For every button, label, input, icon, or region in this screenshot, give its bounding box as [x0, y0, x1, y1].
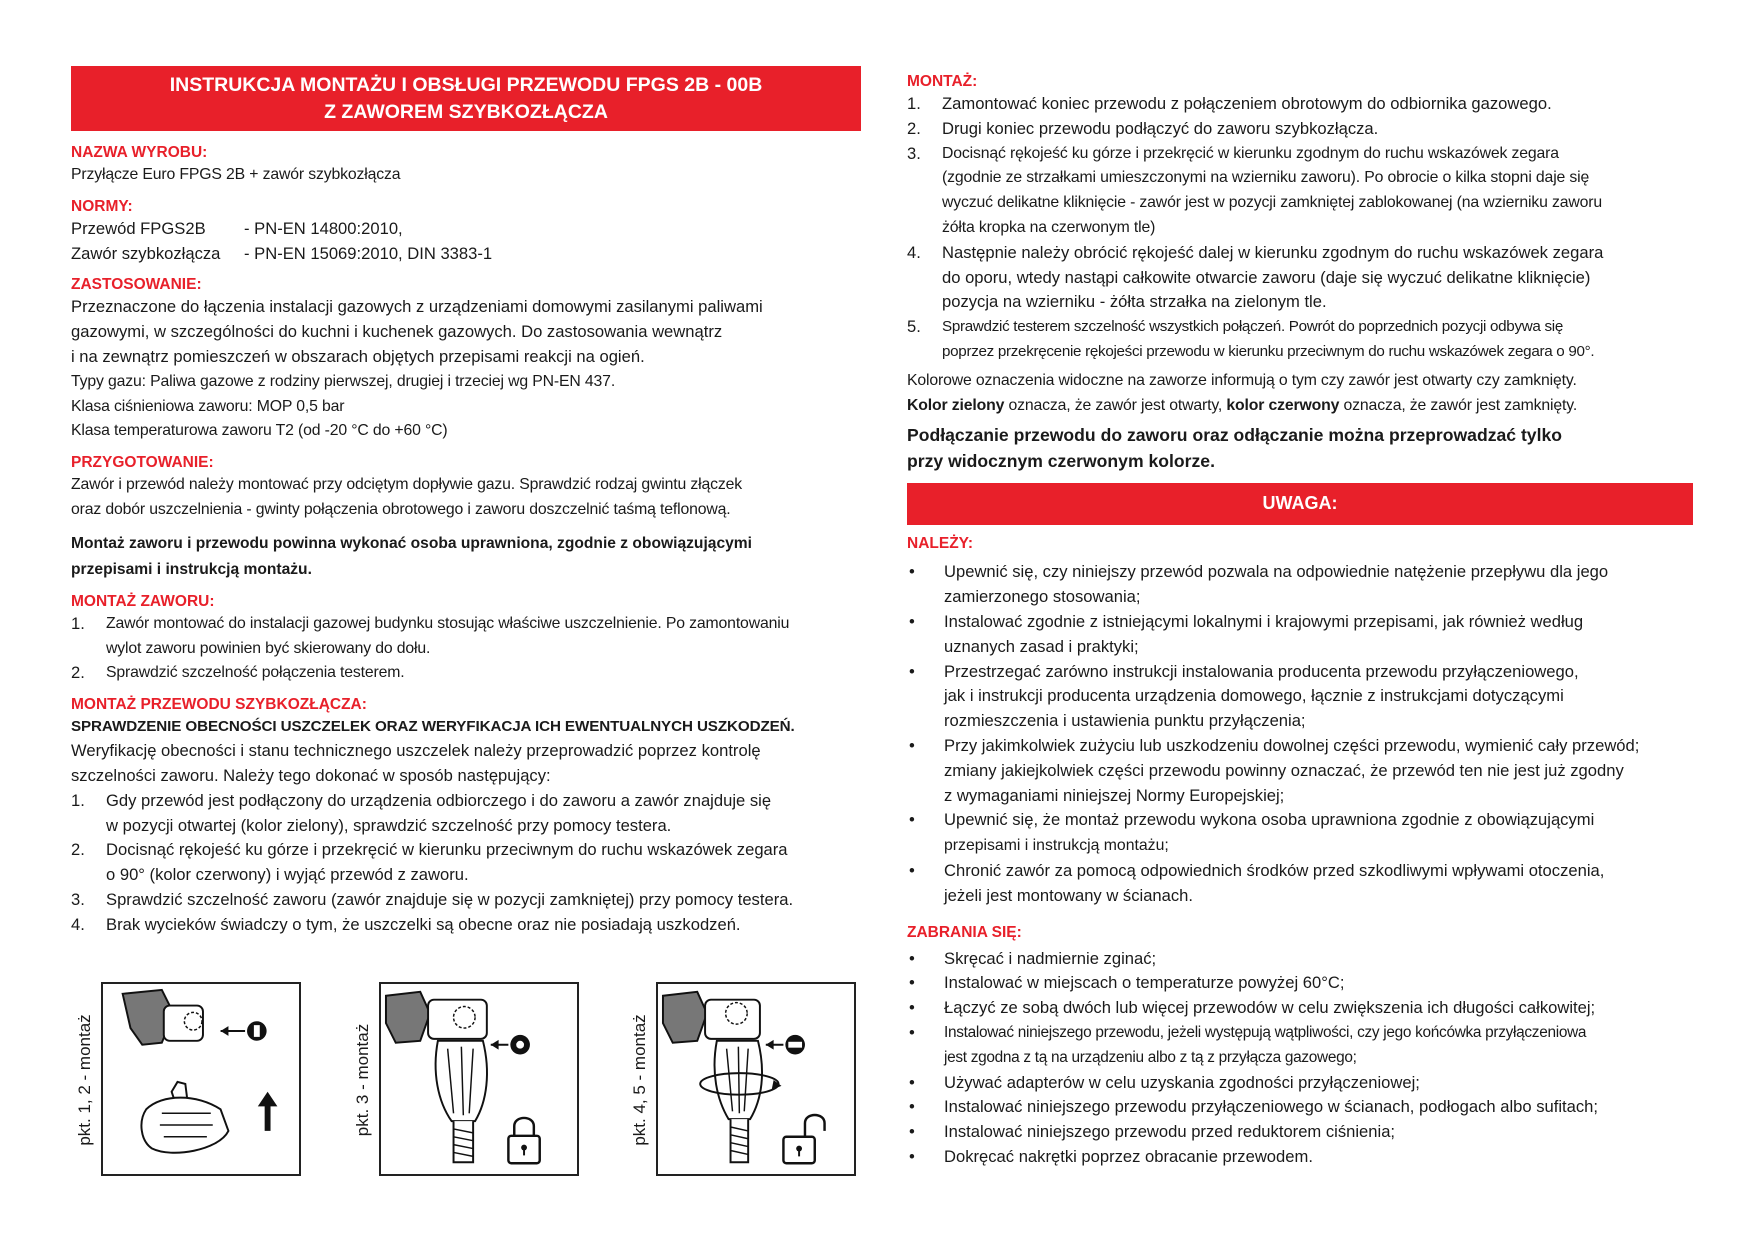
- list-item: [71, 838, 861, 888]
- list-text: Skręcać i nadmiernie zginać;: [944, 948, 1157, 968]
- hose-mount-line: Weryfikację obecności i stanu technicznego uszczelek należy przeprowadzić poprzez kontrolę: [71, 741, 761, 761]
- list-item: [907, 610, 1693, 660]
- valve-open-illustration: [658, 984, 854, 1174]
- bullet: •: [909, 611, 915, 631]
- mount-list: [907, 92, 1693, 365]
- list-line: Chronić zawór za pomocą odpowiednich środków przed szkodliwymi wpływami otoczenia,: [944, 860, 1605, 880]
- list-text: [944, 1021, 1693, 1071]
- list-line: zamierzonego stosowania;: [944, 587, 1141, 607]
- list-item: [907, 808, 1693, 859]
- figure-step-3: [349, 982, 584, 1178]
- list-line: Gdy przewód jest podłączony do urządzenia odbiorczego i do zaworu a zawór znajduje się: [106, 790, 772, 810]
- list-line: Instalować zgodnie z istniejącymi lokalnymi i krajowymi przepisami, jak również według: [944, 611, 1584, 631]
- list-line: przepisami i instrukcją montażu;: [944, 837, 1169, 855]
- hose-mount-line: szczelności zaworu. Należy tego dokonać w sposób następujący:: [71, 765, 551, 785]
- forbidden-list: [907, 947, 1693, 1170]
- list-line: wyczuć delikatne kliknięcie - zawór jest w pozycji zamkniętej zablokowanej (na wzierniku zaworu: [942, 194, 1603, 212]
- list-item: [907, 1021, 1693, 1071]
- list-item: [907, 660, 1693, 734]
- list-number: 3.: [907, 143, 921, 163]
- must-heading: NALEŻY:: [907, 535, 974, 553]
- list-item: [907, 560, 1693, 610]
- norms-table: [71, 217, 861, 267]
- list-text: [944, 560, 1693, 610]
- prep-line: oraz dobór uszczelnienia - gwinty połączenia obrotowego i zaworu doszczelnić taśmą teflonową.: [71, 500, 731, 518]
- list-text: Zamontować koniec przewodu z połączeniem obrotowym do odbiornika gazowego.: [942, 94, 1552, 113]
- list-line: w pozycji otwartej (kolor zielony), sprawdzić szczelność przy pomocy testera.: [106, 815, 672, 835]
- list-item: [907, 971, 1693, 996]
- list-item: [71, 661, 861, 686]
- list-item: [907, 142, 1693, 241]
- figure-step-1-2: [71, 982, 306, 1178]
- list-text: Brak wycieków świadczy o tym, że uszczelki są obecne oraz nie posiadają uszkodzeń.: [106, 914, 741, 934]
- list-text: Dokręcać nakrętki poprzez obracanie przewodem.: [944, 1146, 1313, 1166]
- list-text: Łączyć ze sobą dwóch lub więcej przewodów w celu zwiększenia ich długości całkowitej;: [944, 998, 1596, 1018]
- figure-step-4-5: [626, 982, 861, 1178]
- usage-line: Klasa ciśnieniowa zaworu: MOP 0,5 bar: [71, 397, 345, 415]
- connection-warning: [907, 422, 1693, 474]
- norm-value: - PN-EN 15069:2010, DIN 3383-1: [244, 243, 493, 263]
- figure-label-box: [343, 982, 383, 1178]
- forbidden-heading: ZABRANIA SIĘ:: [907, 923, 1022, 941]
- figures-row: [71, 982, 861, 1178]
- list-item: [907, 734, 1693, 808]
- list-text: [106, 838, 861, 888]
- mount-heading: MONTAŻ:: [907, 73, 978, 90]
- prep-bold-note: [71, 531, 861, 583]
- bullet: •: [909, 973, 915, 993]
- bullet: •: [909, 1097, 915, 1117]
- list-line: Następnie należy obrócić rękojeść dalej w kierunku zgodnym do ruchu wskazówek zegara: [942, 242, 1604, 262]
- valve-mount-heading: MONTAŻ ZAWORU:: [71, 592, 215, 610]
- prep-bold-line: przepisami i instrukcją montażu.: [71, 560, 312, 578]
- figure-label-box: [620, 982, 660, 1178]
- figure-illustration: [101, 982, 301, 1176]
- list-number: 1.: [907, 94, 921, 113]
- warning-banner: UWAGA:: [907, 483, 1693, 525]
- list-line: poprzez przekręcenie rękojeści przewodu w kierunku przeciwnym do ruchu wskazówek zegara o 90°.: [942, 342, 1595, 360]
- list-item: [907, 947, 1693, 972]
- list-text: [944, 808, 1693, 859]
- color-note-line: Kolorowe oznaczenia widoczne na zaworze informują o tym czy zawór jest otwarty czy zamknięty.: [907, 371, 1577, 389]
- list-line: Upewnić się, czy niniejszy przewód pozwala na odpowiednie natężenie przepływu dla jego: [944, 562, 1609, 582]
- figure-illustration: [656, 982, 856, 1176]
- product-name: Przyłącze Euro FPGS 2B + zawór szybkozłącza: [71, 166, 401, 183]
- right-column: [907, 72, 1693, 1170]
- title-line-1: INSTRUKCJA MONTAŻU I OBSŁUGI PRZEWODU FPGS 2B - 00B: [169, 74, 763, 96]
- connection-warning-line: przy widocznym czerwonym kolorze.: [907, 451, 1215, 472]
- bullet: •: [909, 998, 915, 1018]
- list-number: 2.: [907, 118, 921, 138]
- valve-closed-illustration: [381, 984, 577, 1174]
- title-line-2: Z ZAWOREM SZYBKOZŁĄCZA: [324, 101, 608, 123]
- hose-mount-list: [71, 789, 861, 938]
- list-line: do oporu, wtedy nastąpi całkowite otwarcie zaworu (daje się wyczuć delikatne kliknięcie): [942, 267, 1591, 287]
- hose-mount-subheading: SPRAWDZENIE OBECNOŚCI USZCZELEK ORAZ WERYFIKACJA ICH EWENTUALNYCH USZKODZEŃ.: [71, 718, 795, 736]
- list-item: [907, 92, 1693, 117]
- list-text: [944, 734, 1693, 808]
- list-line: Docisnąć rękojeść ku górze i przekręcić w kierunku zgodnym do ruchu wskazówek zegara: [942, 144, 1559, 162]
- norms-heading: NORMY:: [71, 197, 133, 215]
- list-text: [106, 612, 861, 662]
- list-line: (zgodnie ze strzałkami umieszczonymi na wzierniku zaworu). Po obrocie o kilka stopni daje się: [942, 169, 1590, 187]
- list-text: Drugi koniec przewodu podłączyć do zaworu szybkozłącza.: [942, 118, 1379, 138]
- list-item: [71, 789, 861, 839]
- norm-row: [71, 242, 861, 267]
- list-line: Sprawdzić testerem szczelność wszystkich połączeń. Powrót do poprzednich pozycji odbywa się: [942, 318, 1563, 336]
- valve-insert-illustration: [103, 984, 299, 1174]
- list-line: jeżeli jest montowany w ścianach.: [944, 885, 1194, 905]
- list-item: [907, 1145, 1693, 1170]
- list-item: [907, 1120, 1693, 1145]
- list-text: [944, 610, 1693, 660]
- figure-label-box: [65, 982, 105, 1178]
- list-text: Instalować w miejscach o temperaturze powyżej 60°C;: [944, 973, 1345, 993]
- connection-warning-line: Podłączanie przewodu do zaworu oraz odłączanie można przeprowadzać tylko: [907, 425, 1563, 446]
- list-line: uznanych zasad i praktyki;: [944, 636, 1139, 656]
- color-green-label: Kolor zielony: [907, 396, 1005, 414]
- usage-line: i na zewnątrz pomieszczeń w obszarach objętych przepisami reakcji na ogień.: [71, 346, 645, 366]
- bullet: •: [909, 948, 915, 968]
- list-line: jak i instrukcji producenta urządzenia domowego, łącznie z instrukcjami dotyczącymi: [944, 686, 1564, 706]
- usage-line: Przeznaczone do łączenia instalacji gazowych z urządzeniami domowymi zasilanymi paliwami: [71, 297, 763, 317]
- list-number: 5.: [907, 317, 921, 337]
- list-text: Instalować niniejszego przewodu przed reduktorem ciśnienia;: [944, 1122, 1396, 1142]
- valve-mount-list: [71, 612, 861, 686]
- list-line: żółta kropka na czerwonym tle): [942, 218, 1156, 236]
- list-number: 2.: [71, 663, 85, 683]
- list-item: [71, 612, 861, 662]
- color-note-text: oznacza, że zawór jest otwarty,: [1004, 396, 1227, 414]
- list-line: z wymaganiami niniejszej Normy Europejskiej;: [944, 785, 1285, 805]
- color-red-label: kolor czerwony: [1226, 396, 1340, 414]
- list-line: jest zgodna z tą na urządzeniu albo z tą z przyłącza gazowego;: [944, 1048, 1357, 1066]
- list-number: 3.: [71, 889, 85, 909]
- norm-row: [71, 217, 861, 242]
- prep-line: Zawór i przewód należy montować przy odciętym dopływie gazu. Sprawdzić rodzaj gwintu złączek: [71, 476, 743, 494]
- list-number: 4.: [71, 914, 85, 934]
- list-item: [907, 241, 1693, 315]
- list-text: [942, 315, 1693, 365]
- list-line: Zawór montować do instalacji gazowej budynku stosując właściwe uszczelnienie. Po zamontowaniu: [106, 614, 790, 632]
- norm-label: Przewód FPGS2B: [71, 218, 206, 238]
- list-item: [71, 913, 861, 938]
- list-text: [942, 142, 1693, 241]
- list-line: wylot zaworu powinien być skierowany do dołu.: [106, 639, 431, 657]
- bullet: •: [909, 735, 915, 755]
- usage-line: Typy gazu: Paliwa gazowe z rodziny pierwszej, drugiej i trzeciej wg PN-EN 437.: [71, 372, 616, 390]
- hose-mount-heading: MONTAŻ PRZEWODU SZYBKOZŁĄCZA:: [71, 696, 367, 714]
- list-text: [106, 789, 861, 839]
- list-item: [907, 117, 1693, 142]
- list-line: o 90° (kolor czerwony) i wyjąć przewód z zaworu.: [106, 865, 469, 885]
- list-number: 1.: [71, 613, 85, 633]
- list-line: pozycja na wzierniku - żółta strzałka na zielonym tle.: [942, 292, 1327, 312]
- list-text: [944, 859, 1693, 909]
- bullet: •: [909, 1122, 915, 1142]
- must-list: [907, 560, 1693, 908]
- norm-value: - PN-EN 14800:2010,: [244, 218, 403, 238]
- color-note-line-2: [907, 394, 1693, 419]
- usage-line: Klasa temperaturowa zaworu T2 (od -20 °C do +60 °C): [71, 422, 448, 440]
- list-number: 1.: [71, 790, 85, 810]
- color-note-text: oznacza, że zawór jest zamknięty.: [1339, 396, 1578, 414]
- list-item: [907, 315, 1693, 365]
- list-item: [907, 1071, 1693, 1096]
- list-text: [942, 241, 1693, 315]
- list-item: [907, 1095, 1693, 1120]
- usage-heading: ZASTOSOWANIE:: [71, 276, 202, 294]
- list-text: [944, 660, 1693, 734]
- list-line: Upewnić się, że montaż przewodu wykona osoba uprawniona zgodnie z obowiązującymi: [944, 810, 1595, 830]
- prep-bold-line: Montaż zaworu i przewodu powinna wykonać osoba uprawniona, zgodnie z obowiązującymi: [71, 534, 752, 552]
- list-line: rozmieszczenia i ustawienia punktu przyłączenia;: [944, 711, 1306, 731]
- figure-label: pkt. 4, 5 - montaż: [630, 1014, 649, 1146]
- bullet: •: [909, 562, 915, 582]
- list-line: Instalować niniejszego przewodu, jeżeli występują wątpliwości, czy jego końcówka przyłączeniowa: [944, 1023, 1587, 1041]
- bullet: •: [909, 1146, 915, 1166]
- list-line: Przy jakimkolwiek zużyciu lub uszkodzeniu dowolnej części przewodu, wymienić cały przewód;: [944, 735, 1640, 755]
- left-column: [71, 66, 861, 938]
- list-item: [907, 996, 1693, 1021]
- list-item: [71, 888, 861, 913]
- list-number: 4.: [907, 242, 921, 262]
- list-text: Używać adapterów w celu uzyskania zgodności przyłączeniowej;: [944, 1072, 1420, 1092]
- bullet: •: [909, 810, 915, 830]
- title-banner: [71, 66, 861, 131]
- figure-illustration: [379, 982, 579, 1176]
- norm-label: Zawór szybkozłącza: [71, 243, 221, 263]
- product-heading: NAZWA WYROBU:: [71, 144, 208, 161]
- bullet: •: [909, 1022, 915, 1042]
- figure-label: pkt. 3 - montaż: [353, 1023, 372, 1137]
- bullet: •: [909, 860, 915, 880]
- prep-heading: PRZYGOTOWANIE:: [71, 454, 214, 472]
- bullet: •: [909, 661, 915, 681]
- list-text: Instalować niniejszego przewodu przyłączeniowego w ścianach, podłogach albo sufitach;: [944, 1097, 1598, 1117]
- list-line: Przestrzegać zarówno instrukcji instalowania producenta przewodu przyłączeniowego,: [944, 661, 1579, 681]
- list-number: 2.: [71, 840, 85, 860]
- list-item: [907, 859, 1693, 909]
- list-text: Sprawdzić szczelność połączenia testerem.: [106, 664, 405, 682]
- list-line: Docisnąć rękojeść ku górze i przekręcić w kierunku przeciwnym do ruchu wskazówek zegara: [106, 840, 788, 860]
- usage-line: gazowymi, w szczególności do kuchni i kuchenek gazowych. Do zastosowania wewnątrz: [71, 322, 723, 342]
- list-line: zmiany jakiejkolwiek części przewodu powinny oznaczać, że przewód ten nie jest już zgodny: [944, 760, 1624, 780]
- list-text: Sprawdzić szczelność zaworu (zawór znajduje się w pozycji zamkniętej) przy pomocy testera.: [106, 889, 794, 909]
- bullet: •: [909, 1072, 915, 1092]
- figure-label: pkt. 1, 2 - montaż: [75, 1014, 94, 1146]
